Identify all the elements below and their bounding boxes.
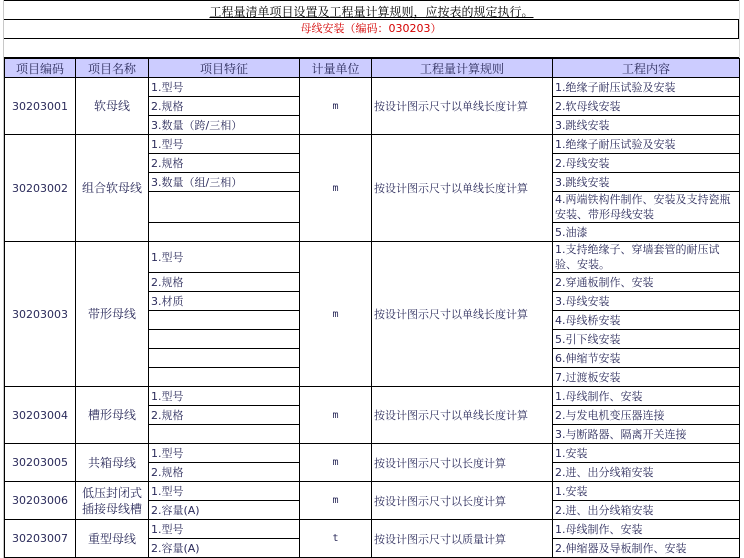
table-row [5,78,740,97]
item-content[interactable]: 3.跳线安装 [553,116,740,135]
item-feature[interactable] [149,223,300,242]
item-content[interactable]: 7.过渡板安装 [553,368,740,387]
item-feature[interactable]: 1.型号 [149,78,300,97]
item-code[interactable]: 30203002 [5,135,76,242]
item-unit[interactable]: m [300,78,372,135]
item-content[interactable]: 3.跳线安装 [553,173,740,192]
item-content[interactable]: 1.绝缘子耐压试验及安装 [553,135,740,154]
item-rule[interactable]: 按设计图示尺寸以单线长度计算 [372,135,553,242]
item-content[interactable]: 2.母线安装 [553,154,740,173]
blank-row [4,39,739,58]
item-feature[interactable] [149,425,300,444]
item-rule[interactable]: 按设计图示尺寸以质量计算 [372,520,553,558]
header-row [5,59,740,78]
item-content[interactable]: 1.母线制作、安装 [553,387,740,406]
col-header-code: 项目编码 [5,59,76,78]
item-content[interactable]: 4.两端铁构件制作、安装及支持瓷瓶安装、带形母线安装 [553,192,740,223]
item-feature[interactable]: 3.数量（组/三相） [149,173,300,192]
item-feature[interactable]: 2.规格 [149,463,300,482]
item-content[interactable]: 2.软母线安装 [553,97,740,116]
item-feature[interactable]: 2.容量(A) [149,539,300,558]
item-content[interactable]: 5.引下线安装 [553,330,740,349]
item-rule[interactable]: 按设计图示尺寸以单线长度计算 [372,78,553,135]
item-feature[interactable] [149,330,300,349]
item-code[interactable]: 30203005 [5,444,76,482]
item-rule[interactable]: 按设计图示尺寸以单线长度计算 [372,387,553,444]
item-content[interactable]: 5.油漆 [553,223,740,242]
col-header-features: 项目特征 [149,59,300,78]
item-content[interactable]: 2.与发电机变压器连接 [553,406,740,425]
item-name[interactable]: 低压封闭式插接母线槽 [76,482,149,520]
item-unit[interactable]: m [300,242,372,387]
item-rule[interactable]: 按设计图示尺寸以长度计算 [372,482,553,520]
item-content[interactable]: 2.伸缩器及导板制作、安装 [553,539,740,558]
item-unit[interactable]: m [300,387,372,444]
item-feature[interactable]: 1.型号 [149,242,300,273]
item-feature[interactable] [149,192,300,223]
item-name[interactable]: 组合软母线 [76,135,149,242]
bill-of-quantities-table [4,58,740,558]
item-feature[interactable]: 2.规格 [149,273,300,292]
item-unit[interactable]: m [300,482,372,520]
item-feature[interactable] [149,311,300,330]
item-unit[interactable]: t [300,520,372,558]
item-content[interactable]: 1.绝缘子耐压试验及安装 [553,78,740,97]
item-unit[interactable]: m [300,444,372,482]
item-feature[interactable]: 1.型号 [149,444,300,463]
item-content[interactable]: 3.与断路器、隔离开关连接 [553,425,740,444]
table-row [5,482,740,501]
table-row [5,387,740,406]
col-header-content: 工程内容 [553,59,740,78]
table-row [5,520,740,539]
item-content[interactable]: 2.进、出分线箱安装 [553,463,740,482]
item-content[interactable]: 1.母线制作、安装 [553,520,740,539]
item-feature[interactable] [149,368,300,387]
item-feature[interactable]: 1.型号 [149,387,300,406]
item-code[interactable]: 30203006 [5,482,76,520]
col-header-rule: 工程量计算规则 [372,59,553,78]
item-name[interactable]: 共箱母线 [76,444,149,482]
item-feature[interactable]: 1.型号 [149,520,300,539]
page-title: 工程量清单项目设置及工程量计算规则，应按表的规定执行。 [4,0,739,20]
item-name[interactable]: 带形母线 [76,242,149,387]
col-header-unit: 计量单位 [300,59,372,78]
item-content[interactable]: 2.穿通板制作、安装 [553,273,740,292]
item-feature[interactable]: 3.数量（跨/三相） [149,116,300,135]
item-feature[interactable]: 2.规格 [149,97,300,116]
item-feature[interactable]: 3.材质 [149,292,300,311]
item-feature[interactable]: 2.规格 [149,154,300,173]
table-row [5,135,740,154]
item-code[interactable]: 30203007 [5,520,76,558]
item-content[interactable]: 1.安装 [553,444,740,463]
item-feature[interactable]: 2.规格 [149,406,300,425]
item-content[interactable]: 3.母线安装 [553,292,740,311]
item-unit[interactable]: m [300,135,372,242]
table-row [5,242,740,273]
item-rule[interactable]: 按设计图示尺寸以单线长度计算 [372,242,553,387]
item-code[interactable]: 30203003 [5,242,76,387]
item-content[interactable]: 6.伸缩节安装 [553,349,740,368]
item-name[interactable]: 软母线 [76,78,149,135]
item-feature[interactable] [149,349,300,368]
table-row [5,444,740,463]
item-feature[interactable]: 1.型号 [149,482,300,501]
item-content[interactable]: 2.进、出分线箱安装 [553,501,740,520]
item-feature[interactable]: 1.型号 [149,135,300,154]
item-rule[interactable]: 按设计图示尺寸以长度计算 [372,444,553,482]
col-header-name: 项目名称 [76,59,149,78]
item-content[interactable]: 1.安装 [553,482,740,501]
item-feature[interactable]: 2.容量(A) [149,501,300,520]
item-content[interactable]: 4.母线桥安装 [553,311,740,330]
item-code[interactable]: 30203001 [5,78,76,135]
item-code[interactable]: 30203004 [5,387,76,444]
section-subtitle: 母线安装（编码：030203） [4,20,739,39]
item-content[interactable]: 1.支持绝缘子、穿墙套管的耐压试验、安装。 [553,242,740,273]
item-name[interactable]: 槽形母线 [76,387,149,444]
item-name[interactable]: 重型母线 [76,520,149,558]
